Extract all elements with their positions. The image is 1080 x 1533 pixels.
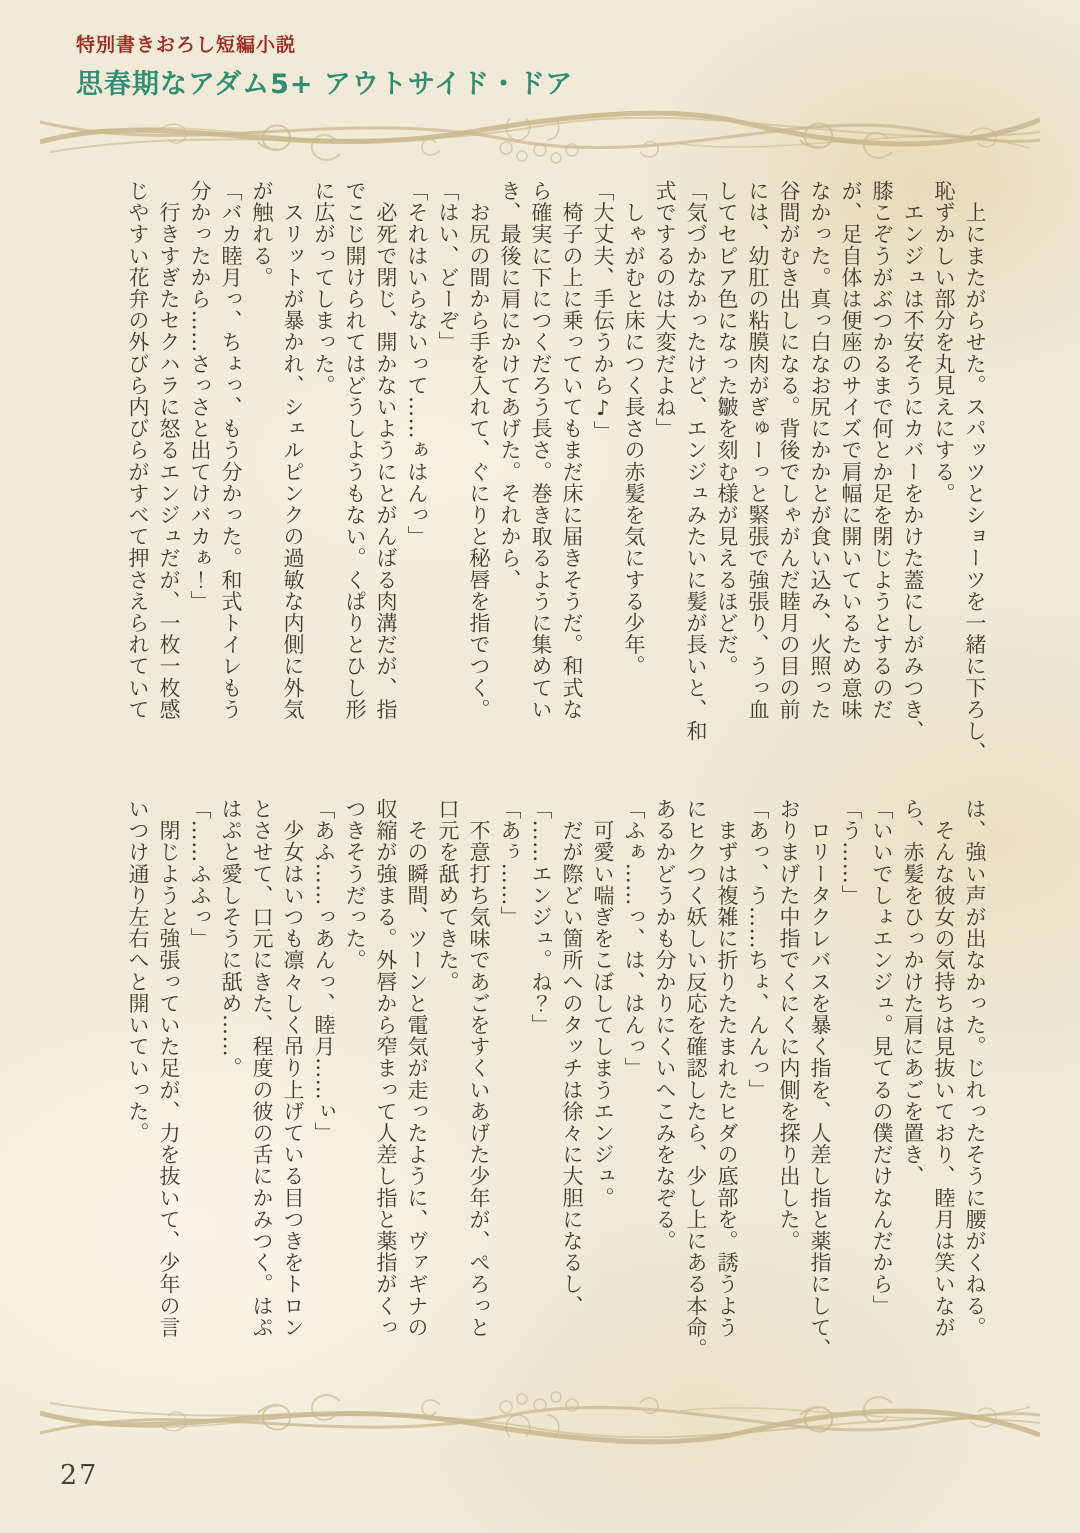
text-line: 「あふ……っあんっ、睦月……ぃ」 [312, 798, 336, 1144]
flourish-ornament-bottom [40, 1383, 1040, 1455]
text-line: スリットが暴かれ、シェルピンクの過敏な内側に外気 [281, 180, 305, 720]
text-line: エンジュは不安そうにカバーをかけた蓋にしがみつき、 [901, 180, 925, 742]
text-line: 「大丈夫、手伝うから♪」 [591, 180, 615, 443]
page-number: 27 [60, 1460, 99, 1491]
text-line: 不意打ち気味であごをすくいあげた少年が、ぺろっと [467, 798, 491, 1338]
text-line: 「バカ睦月っ、ちょっ、もう分かった。和式トイレもう [219, 180, 243, 720]
text-line: おりまげた中指でくにくに内側を探り出した。 [777, 798, 801, 1252]
text-line: 必死で閉じ、開かないようにとがんばる肉溝だが、指 [374, 180, 398, 720]
text-line: 口元を舐めてきた。 [436, 798, 460, 993]
text-line: でこじ開けられてはどうしようもない。くぱりとひし形 [343, 180, 367, 720]
text-line: 可愛い喘ぎをこぼしてしまうエンジュ。 [591, 798, 615, 1209]
text-line: 「はい、どーぞ」 [436, 180, 460, 353]
text-line: 「……エンジュ。ね？」 [529, 798, 553, 1036]
text-line: 「あっ、う……ちょ、んんっ」 [746, 798, 770, 1101]
text-line: には、幼肛の粘膜肉がぎゅーっと緊張で強張り、うっ血 [746, 180, 770, 720]
text-line: 「……ふふっ」 [188, 798, 212, 950]
text-line: 恥ずかしい部分を丸見えにする。 [932, 180, 956, 504]
text-line: に広がってしまった。 [312, 180, 336, 396]
text-line: あるかどうかも分かりにくいへこみをなぞる。 [653, 798, 677, 1252]
text-line: なかった。真っ白なお尻にかかとが食い込み、火照った [808, 180, 832, 720]
series-label: 特別書きおろし短編小説 [76, 34, 297, 56]
flourish-ornament-top [40, 100, 1040, 172]
text-line: 「あぅ……」 [498, 798, 522, 928]
text-line: つきそうだった。 [343, 798, 367, 971]
text-line: にヒクつく妖しい反応を確認したら、少し上にある本命。 [684, 798, 708, 1360]
text-line: ロリータクレバスを暴く指を、人差し指と薬指にして、 [808, 798, 832, 1360]
text-line: ら、赤髪をひっかけた肩にあごを置き、 [901, 798, 925, 1187]
text-line: 椅子の上に乗っていてもまだ床に届きそうだ。和式な [560, 180, 584, 720]
story-title: 思春期なアダム5+ アウトサイド・ドア [76, 69, 574, 100]
text-line: 「いいでしょエンジュ。見てるの僕だけなんだから」 [870, 798, 894, 1317]
text-line: 式でするのは大変だよね」 [653, 180, 677, 440]
text-line: が、足自体は便座のサイズで肩幅に開いているため意味 [839, 180, 863, 720]
text-line: 行きすぎたセクハラに怒るエンジュだが、一枚一枚感 [157, 180, 181, 720]
story-text-bottom [122, 798, 990, 1390]
text-line: 谷間がむき出しになる。背後でしゃがんだ睦月の目の前 [777, 180, 801, 720]
text-line: が触れる。 [250, 180, 274, 288]
text-line: お尻の間から手を入れて、ぐにりと秘唇を指でつく。 [467, 180, 491, 720]
page-header [76, 30, 573, 101]
text-line: してセピア色になった皺を刻む様が見えるほどだ。 [715, 180, 739, 677]
text-line: は、強い声が出なかった。じれったそうに腰がくねる。 [963, 798, 987, 1338]
text-line: 収縮が強まる。外唇から窄まって人差し指と薬指がくっ [374, 798, 398, 1338]
text-line: だが際どい箇所へのタッチは徐々に大胆になるし、 [560, 798, 584, 1317]
text-line: まずは複雑に折りたたまれたヒダの底部を。誘うよう [715, 798, 739, 1338]
text-line: 少女はいつも凛々しく吊り上げている目つきをトロン [281, 798, 305, 1338]
text-line: しゃがむと床につく長さの赤髪を気にする少年。 [622, 180, 646, 677]
text-line: そんな彼女の気持ちは見抜いており、睦月は笑いなが [932, 798, 956, 1338]
text-line: 「う……」 [839, 798, 863, 906]
story-text-top [122, 180, 990, 772]
text-line: 閉じようと強張っていた足が、力を抜いて、少年の言 [157, 798, 181, 1338]
text-line: 分かったから……さっさと出てけバカぁ！」 [188, 180, 212, 612]
text-line: き、最後に肩にかけてあげた。それから、 [498, 180, 522, 591]
text-line: 「ふぁ……っ、は、はんっ」 [622, 798, 646, 1079]
text-line: いつけ通り左右へと開いていった。 [126, 798, 150, 1144]
text-line: とさせて、口元にきた、程度の彼の舌にかみつく。はぷ [250, 798, 274, 1338]
text-line: はぷと愛しそうに舐め……。 [219, 798, 243, 1079]
text-line: 「気づかなかったけど、エンジュみたいに髪が長いと、和 [684, 180, 708, 742]
text-line: その瞬間、ツーンと電気が走ったように、ヴァギナの [405, 798, 429, 1338]
text-line: 上にまたがらせた。スパッツとショーツを一緒に下ろし、 [963, 180, 987, 764]
text-line: 「それはいらないって……ぁはんっ」 [405, 180, 429, 548]
text-line: ら確実に下につくだろう長さ。巻き取るように集めてい [529, 180, 553, 720]
text-line: 膝こぞうがぶつかるまで何とか足を閉じようとするのだ [870, 180, 894, 720]
text-line: じやすい花弁の外びら内びらがすべて押さえられていて [126, 180, 150, 720]
